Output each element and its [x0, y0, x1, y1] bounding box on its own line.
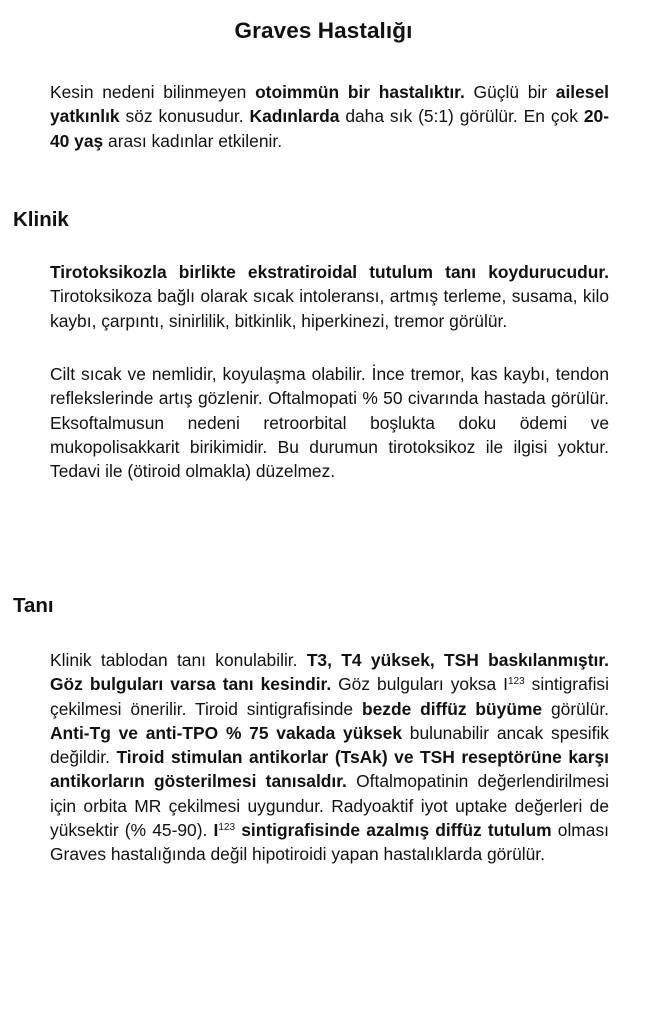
- tani-text-6: Oftalmopatinin değerlendirilmesi için orbita MR çekilmesi uygundur. Radyoaktif iyot uptake değerleri de yüksektir (% 45-90).: [50, 771, 609, 841]
- section-heading-tani: Tanı: [13, 594, 54, 617]
- intro-text-1: Kesin nedeni bilinmeyen: [50, 82, 256, 102]
- intro-bold-3: Kadınlarda: [249, 106, 340, 127]
- intro-text-5: arası kadınlar etkilenir.: [103, 130, 283, 151]
- klinik-paragraph-2: Cilt sıcak ve nemlidir, koyulaşma olabilir. İnce tremor, kas kaybı, tendon reflekslerinde artış gözlenir. Oftalmopati % 50 civarında hastada görülür. Eksoftalmusun nedeni retroorbital boşlukta doku ödemi ve mukopolisakkarit birikimidir. Bu durumun tirotoksikoz ile ilgisi yoktur. Tedavi ile (ötiroid olmakla) düzelmez.: [50, 364, 609, 482]
- tani-bold-3: Anti-Tg ve anti-TPO % 75 vakada yüksek: [50, 722, 403, 743]
- intro-bold-4: 20-40 yaş: [50, 106, 609, 151]
- tani-bold-2: bezde diffüz büyüme: [361, 698, 543, 719]
- tani-bold-4: Tiroid stimulan antikorlar (TsAk) ve TSH reseptörüne karşı antikorların gösterilmesi tanısaldır.: [50, 747, 609, 792]
- tani-superscript-1: 123: [508, 676, 525, 688]
- tani-superscript-2: 123: [218, 822, 236, 834]
- intro-text-4: daha sık (5:1) görülür. En çok: [339, 106, 584, 127]
- tani-text-2: Göz bulguları yoksa I: [331, 674, 508, 695]
- tani-text-3: sintigrafisi çekilmesi önerilir. Tiroid sintigrafisinde: [50, 674, 609, 719]
- tani-text-4: görülür.: [542, 698, 609, 719]
- tani-text-1: Klinik tablodan tanı konulabilir.: [50, 650, 307, 670]
- tani-text-5: bulunabilir ancak spesifik değildir.: [50, 722, 610, 768]
- intro-text-2: Güçlü bir: [464, 82, 556, 102]
- klinik-bold-1: Tirotoksikozla birlikte ekstratiroidal tutulum tanı koydurucudur.: [50, 262, 609, 282]
- intro-paragraph: [50, 80, 609, 153]
- tani-bold-1: T3, T4 yüksek, TSH baskılanmıştır. Göz bulguları varsa tanı kesindir.: [50, 650, 609, 695]
- tani-paragraph: [50, 648, 609, 867]
- intro-text-3: söz konusudur.: [119, 106, 250, 127]
- page-title: Graves Hastalığı: [234, 18, 413, 43]
- intro-bold-2: ailesel yatkınlık: [50, 82, 609, 127]
- tani-bold-5-prefix: I: [213, 820, 219, 841]
- tani-bold-5: sintigrafisinde azalmış diffüz tutulum: [235, 820, 552, 841]
- intro-bold-1: otoimmün bir hastalıktır.: [255, 82, 465, 102]
- section-heading-klinik: Klinik: [13, 208, 69, 231]
- tani-text-7: olması Graves hastalığında değil hipotiroidi yapan hastalıklarda görülür.: [50, 820, 609, 865]
- klinik-text-1: Tirotoksikoza bağlı olarak sıcak intoleransı, artmış terleme, susama, kilo kaybı, çarpıntı, sinirlilik, bitkinlik, hiperkinezi, tremor görülür.: [50, 286, 609, 331]
- klinik-paragraph-1: [50, 260, 609, 333]
